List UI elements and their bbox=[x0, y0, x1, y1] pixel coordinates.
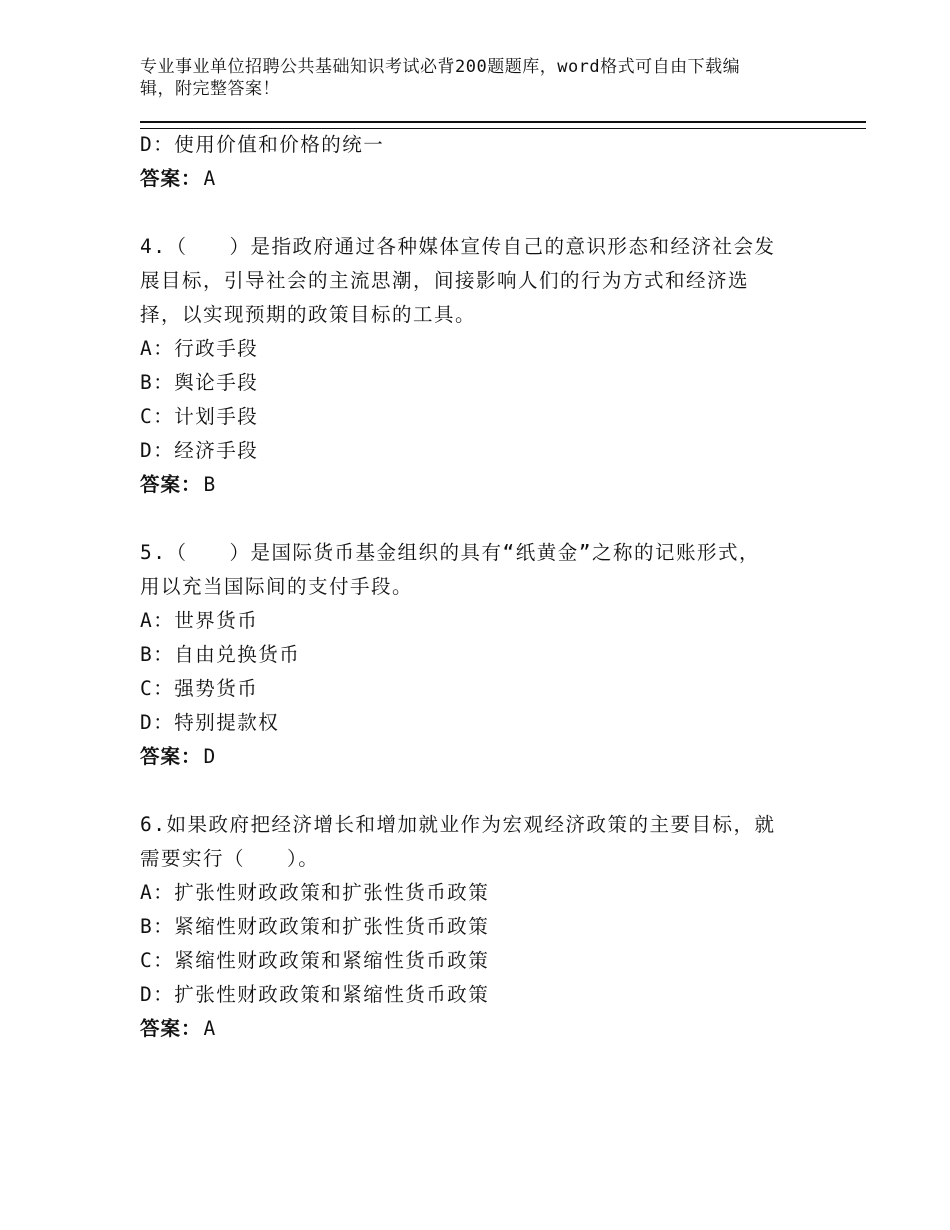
question-stem-line: 需要实行（ ）。 bbox=[140, 847, 320, 870]
option-d: D：扩张性财政政策和紧缩性货币政策 bbox=[140, 983, 490, 1006]
option-c: C：计划手段 bbox=[140, 405, 259, 428]
answer-label: 答案： bbox=[140, 1017, 202, 1040]
answer-label: 答案： bbox=[140, 167, 202, 190]
answer-line bbox=[140, 162, 810, 196]
answer-line bbox=[140, 740, 810, 774]
answer-value: D bbox=[203, 745, 217, 768]
question-3-tail bbox=[140, 128, 810, 196]
option-b: B：紧缩性财政政策和扩张性货币政策 bbox=[140, 915, 490, 938]
option-d: D：使用价值和价格的统一 bbox=[140, 133, 385, 156]
question-stem-line: 5.（ ）是国际货币基金组织的具有“纸黄金”之称的记账形式， bbox=[140, 541, 760, 564]
question-5 bbox=[140, 536, 810, 774]
option-d: D：经济手段 bbox=[140, 439, 259, 462]
page-header bbox=[140, 56, 800, 100]
header-line-2: 辑，附完整答案！ bbox=[140, 79, 280, 99]
question-stem-line: 4.（ ）是指政府通过各种媒体宣传自己的意识形态和经济社会发 bbox=[140, 235, 776, 258]
answer-line bbox=[140, 1012, 810, 1046]
option-d: D：特别提款权 bbox=[140, 711, 280, 734]
option-c: C：紧缩性财政政策和紧缩性货币政策 bbox=[140, 949, 490, 972]
answer-value: A bbox=[203, 1017, 217, 1040]
header-line-1: 专业事业单位招聘公共基础知识考试必背200题题库，word格式可自由下载编 bbox=[140, 57, 741, 77]
question-stem-line: 6.如果政府把经济增长和增加就业作为宏观经济政策的主要目标，就 bbox=[140, 813, 776, 836]
option-a: A：世界货币 bbox=[140, 609, 259, 632]
option-c: C：强势货币 bbox=[140, 677, 259, 700]
option-b: B：舆论手段 bbox=[140, 371, 259, 394]
answer-line bbox=[140, 468, 810, 502]
question-stem-line: 用以充当国际间的支付手段。 bbox=[140, 575, 414, 598]
option-a: A：扩张性财政政策和扩张性货币政策 bbox=[140, 881, 490, 904]
question-4 bbox=[140, 230, 810, 502]
answer-label: 答案： bbox=[140, 473, 202, 496]
answer-label: 答案： bbox=[140, 745, 202, 768]
question-stem-line: 择，以实现预期的政策目标的工具。 bbox=[140, 303, 477, 326]
answer-value: B bbox=[203, 473, 217, 496]
question-6 bbox=[140, 808, 810, 1046]
question-list bbox=[140, 128, 810, 1046]
question-stem-line: 展目标，引导社会的主流思潮，间接影响人们的行为方式和经济选 bbox=[140, 269, 750, 292]
answer-value: A bbox=[203, 167, 217, 190]
option-b: B：自由兑换货币 bbox=[140, 643, 301, 666]
option-a: A：行政手段 bbox=[140, 337, 259, 360]
